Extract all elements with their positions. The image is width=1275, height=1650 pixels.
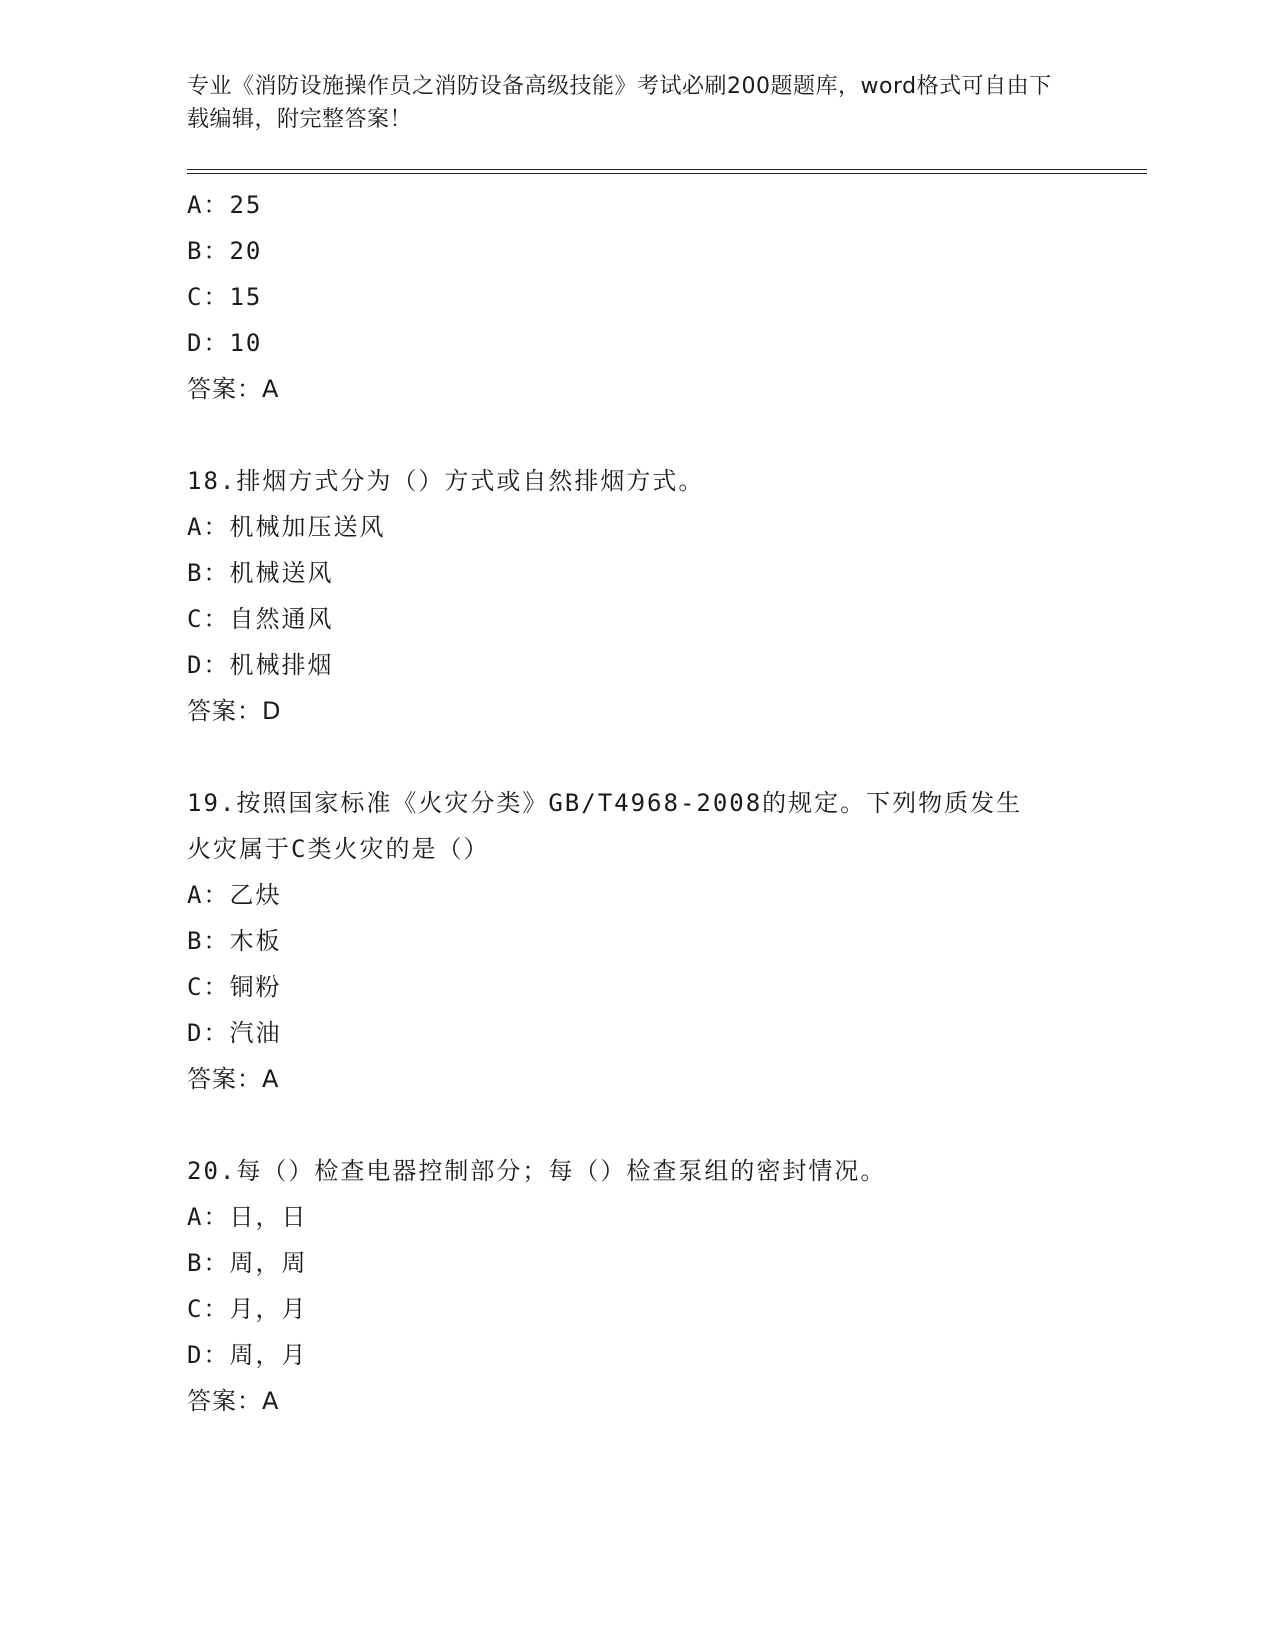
header-divider [187,169,1147,174]
option-a: A：日，日 [187,1203,308,1231]
answer-line: 答案：D [187,697,282,725]
document-header: 专业《消防设施操作员之消防设备高级技能》考试必刷200题题库，word格式可自由下载编辑，附完整答案！ [187,74,1052,132]
option-b: B：木板 [187,927,282,955]
answer-line: 答案：A [187,1387,280,1415]
question-text-line-1: 19.按照国家标准《火灾分类》GB/T4968-2008的规定。下列物质发生 [187,789,1023,817]
question-text: 20.每（）检查电器控制部分；每（）检查泵组的密封情况。 [187,1157,887,1185]
answer-line: 答案：A [187,1065,280,1093]
question-text-line-2: 火灾属于C类火灾的是（） [187,835,490,863]
option-a: A：机械加压送风 [187,513,386,541]
question-block-17 [187,182,1147,412]
question-text: 18.排烟方式分为（）方式或自然排烟方式。 [187,467,705,495]
option-c: C：月，月 [187,1295,308,1323]
document-page [187,70,1147,1424]
option-c: C：铜粉 [187,973,282,1001]
option-d: D：周，月 [187,1341,308,1369]
answer-line: 答案：A [187,375,280,403]
question-block-18 [187,458,1147,734]
option-b: B：机械送风 [187,559,334,587]
option-c: C：15 [187,283,263,311]
option-a: A：25 [187,191,263,219]
option-d: D：汽油 [187,1019,282,1047]
option-c: C：自然通风 [187,605,334,633]
spacer [187,412,1147,458]
question-block-19 [187,780,1147,1102]
question-block-20 [187,1148,1147,1424]
option-a: A：乙炔 [187,881,282,909]
option-b: B：20 [187,237,263,265]
spacer [187,1102,1147,1148]
spacer [187,734,1147,780]
option-b: B：周，周 [187,1249,308,1277]
option-d: D：机械排烟 [187,651,334,679]
option-d: D：10 [187,329,263,357]
